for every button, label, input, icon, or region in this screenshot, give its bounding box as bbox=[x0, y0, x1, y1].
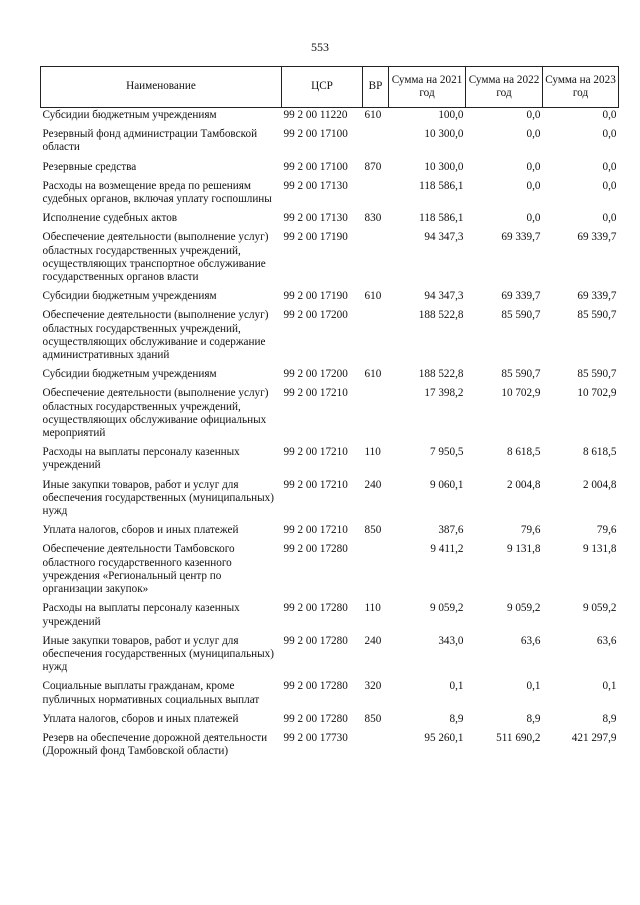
row-vr: 830 bbox=[364, 212, 382, 225]
table-row bbox=[41, 445, 619, 477]
row-csr: 99 2 00 17210 bbox=[283, 524, 348, 537]
row-sum-2022: 2 004,8 bbox=[506, 478, 541, 491]
row-sum-2023: 79,6 bbox=[596, 524, 617, 537]
row-name: Социальные выплаты гражданам, кроме публичных нормативных социальных выплат bbox=[42, 680, 260, 706]
row-sum-2023: 63,6 bbox=[596, 634, 617, 647]
table-row bbox=[41, 367, 619, 386]
row-sum-2022: 0,0 bbox=[526, 179, 541, 192]
row-name: Обеспечение деятельности (выполнение услуг) областных государственных учреждений, осуществляющих обслуживание и содержание административных зданий bbox=[42, 309, 269, 362]
row-sum-2022: 69 339,7 bbox=[501, 290, 541, 303]
table-row bbox=[41, 634, 619, 680]
header-csr: ЦСР bbox=[282, 67, 363, 108]
row-name: Резерв на обеспечение дорожной деятельности (Дорожный фонд Тамбовской области) bbox=[42, 731, 268, 758]
row-sum-2021: 9 059,2 bbox=[429, 602, 464, 615]
table-row bbox=[41, 230, 619, 289]
row-sum-2023: 9 131,8 bbox=[582, 543, 617, 556]
row-vr bbox=[363, 308, 389, 367]
row-sum-2021: 118 586,1 bbox=[419, 179, 464, 192]
row-sum-2021: 0,1 bbox=[449, 680, 464, 693]
row-name: Резервный фонд администрации Тамбовской области bbox=[42, 128, 258, 154]
row-csr: 99 2 00 17200 bbox=[283, 368, 348, 381]
table-row bbox=[41, 160, 619, 179]
table-row bbox=[41, 478, 619, 524]
row-sum-2021: 100,0 bbox=[438, 109, 464, 121]
row-vr bbox=[363, 542, 389, 601]
row-vr: 110 bbox=[364, 446, 381, 459]
row-csr: 99 2 00 17210 bbox=[283, 478, 348, 491]
table-row bbox=[41, 542, 619, 601]
row-sum-2022: 8,9 bbox=[526, 712, 541, 725]
table-row bbox=[41, 386, 619, 445]
row-name: Расходы на возмещение вреда по решениям судебных органов, включая уплату госпошлины bbox=[42, 179, 272, 206]
table-body bbox=[41, 108, 619, 764]
row-name: Уплата налогов, сборов и иных платежей bbox=[42, 524, 239, 537]
row-sum-2021: 188 522,8 bbox=[418, 368, 464, 381]
header-row bbox=[41, 67, 619, 108]
row-vr: 320 bbox=[364, 680, 382, 693]
row-sum-2021: 118 586,1 bbox=[419, 212, 464, 225]
row-name: Расходы на выплаты персоналу казенных учреждений bbox=[42, 446, 240, 472]
table-row bbox=[41, 289, 619, 308]
row-sum-2023: 85 590,7 bbox=[577, 309, 617, 322]
table-row bbox=[41, 523, 619, 542]
row-vr: 110 bbox=[364, 602, 381, 615]
table-row bbox=[41, 179, 619, 211]
row-name: Субсидии бюджетным учреждениям bbox=[42, 290, 217, 303]
row-sum-2023: 0,1 bbox=[602, 680, 617, 693]
row-name: Расходы на выплаты персоналу казенных учреждений bbox=[42, 602, 240, 628]
row-sum-2021: 95 260,1 bbox=[424, 731, 464, 744]
row-sum-2022: 0,1 bbox=[526, 680, 541, 693]
page-number: 553 bbox=[311, 40, 329, 54]
row-csr: 99 2 00 17100 bbox=[283, 160, 348, 173]
row-csr: 99 2 00 17730 bbox=[283, 731, 348, 744]
row-sum-2023: 10 702,9 bbox=[577, 387, 617, 400]
row-sum-2023: 0,0 bbox=[602, 212, 617, 225]
table-row bbox=[41, 308, 619, 367]
row-name: Резервные средства bbox=[42, 160, 137, 173]
table-row bbox=[41, 211, 619, 230]
budget-table bbox=[40, 66, 619, 763]
row-sum-2023: 0,0 bbox=[602, 128, 617, 141]
header-name: Наименование bbox=[41, 67, 282, 108]
table-row bbox=[41, 127, 619, 159]
row-csr: 99 2 00 17130 bbox=[283, 179, 348, 192]
row-csr: 99 2 00 17210 bbox=[283, 446, 348, 459]
row-sum-2022: 8 618,5 bbox=[506, 446, 541, 459]
header-vr: ВР bbox=[363, 67, 389, 108]
row-sum-2021: 10 300,0 bbox=[424, 160, 464, 173]
row-sum-2023: 421 297,9 bbox=[571, 731, 617, 744]
header-sum-2023: Сумма на 2023 год bbox=[543, 67, 619, 108]
row-vr bbox=[363, 230, 389, 289]
row-sum-2022: 0,0 bbox=[526, 160, 541, 173]
row-vr: 870 bbox=[364, 160, 382, 173]
row-sum-2021: 7 950,5 bbox=[429, 446, 464, 459]
row-csr: 99 2 00 17190 bbox=[283, 290, 348, 303]
row-vr bbox=[363, 127, 389, 159]
row-sum-2021: 10 300,0 bbox=[424, 128, 464, 141]
row-name: Иные закупки товаров, работ и услуг для обеспечения государственных (муниципальных) нужд bbox=[42, 634, 274, 674]
row-csr: 99 2 00 17200 bbox=[283, 309, 348, 322]
row-vr: 240 bbox=[364, 478, 382, 491]
row-sum-2022: 79,6 bbox=[520, 524, 541, 537]
row-csr: 99 2 00 17210 bbox=[283, 387, 348, 400]
table-row bbox=[41, 108, 619, 128]
row-name: Субсидии бюджетным учреждениям bbox=[42, 109, 217, 121]
row-name: Исполнение судебных актов bbox=[42, 212, 178, 225]
table-row bbox=[41, 731, 619, 763]
row-name: Субсидии бюджетным учреждениям bbox=[42, 368, 217, 381]
row-csr: 99 2 00 17280 bbox=[283, 712, 348, 725]
table-header bbox=[41, 67, 619, 108]
row-vr: 610 bbox=[364, 109, 382, 121]
row-sum-2022: 0,0 bbox=[526, 109, 541, 121]
row-csr: 99 2 00 17280 bbox=[283, 634, 348, 647]
row-sum-2021: 343,0 bbox=[438, 634, 464, 647]
row-sum-2021: 94 347,3 bbox=[424, 231, 464, 244]
row-csr: 99 2 00 17280 bbox=[283, 602, 348, 615]
row-name: Уплата налогов, сборов и иных платежей bbox=[42, 712, 239, 725]
table-row bbox=[41, 601, 619, 633]
row-sum-2022: 9 131,8 bbox=[506, 543, 541, 556]
row-csr: 99 2 00 11220 bbox=[283, 109, 348, 121]
row-sum-2022: 63,6 bbox=[520, 634, 541, 647]
row-sum-2022: 9 059,2 bbox=[506, 602, 541, 615]
row-sum-2021: 387,6 bbox=[438, 524, 464, 537]
row-sum-2022: 10 702,9 bbox=[501, 387, 541, 400]
row-sum-2022: 69 339,7 bbox=[501, 231, 541, 244]
row-sum-2023: 9 059,2 bbox=[582, 602, 617, 615]
table-row bbox=[41, 679, 619, 711]
row-vr: 850 bbox=[364, 712, 382, 725]
row-vr: 850 bbox=[364, 524, 382, 537]
row-sum-2021: 8,9 bbox=[449, 712, 464, 725]
row-vr: 610 bbox=[364, 290, 382, 303]
row-sum-2023: 0,0 bbox=[602, 179, 617, 192]
row-sum-2022: 0,0 bbox=[526, 128, 541, 141]
row-sum-2023: 8 618,5 bbox=[582, 446, 617, 459]
row-csr: 99 2 00 17100 bbox=[283, 128, 348, 141]
row-vr: 610 bbox=[364, 368, 382, 381]
row-sum-2023: 2 004,8 bbox=[582, 478, 617, 491]
row-sum-2022: 511 690,2 bbox=[496, 731, 541, 744]
row-sum-2021: 94 347,3 bbox=[424, 290, 464, 303]
row-sum-2023: 69 339,7 bbox=[577, 290, 617, 303]
row-vr bbox=[363, 179, 389, 211]
row-sum-2021: 9 060,1 bbox=[429, 478, 464, 491]
row-vr bbox=[363, 731, 389, 763]
row-sum-2021: 9 411,2 bbox=[430, 543, 464, 556]
row-sum-2021: 17 398,2 bbox=[424, 387, 464, 400]
header-sum-2022: Сумма на 2022 год bbox=[466, 67, 543, 108]
row-vr: 240 bbox=[364, 634, 382, 647]
row-sum-2023: 0,0 bbox=[602, 109, 617, 121]
row-sum-2023: 69 339,7 bbox=[577, 231, 617, 244]
row-csr: 99 2 00 17280 bbox=[283, 680, 348, 693]
row-name: Обеспечение деятельности Тамбовского областного государственного казенного учреждения «Региональный центр по организации закупок» bbox=[42, 543, 235, 596]
row-sum-2022: 0,0 bbox=[526, 212, 541, 225]
row-sum-2023: 85 590,7 bbox=[577, 368, 617, 381]
row-sum-2022: 85 590,7 bbox=[501, 309, 541, 322]
row-name: Обеспечение деятельности (выполнение услуг) областных государственных учреждений, осуществляющих транспортное обслуживание государственных органов власти bbox=[42, 231, 269, 284]
row-sum-2021: 188 522,8 bbox=[418, 309, 464, 322]
header-sum-2021: Сумма на 2021 год bbox=[389, 67, 466, 108]
row-name: Иные закупки товаров, работ и услуг для обеспечения государственных (муниципальных) нужд bbox=[42, 478, 274, 518]
row-sum-2022: 85 590,7 bbox=[501, 368, 541, 381]
row-sum-2023: 0,0 bbox=[602, 160, 617, 173]
row-sum-2023: 8,9 bbox=[602, 712, 617, 725]
row-vr bbox=[363, 386, 389, 445]
table-row bbox=[41, 712, 619, 731]
row-name: Обеспечение деятельности (выполнение услуг) областных государственных учреждений, осуществляющих обслуживание официальных мероприятий bbox=[42, 387, 269, 440]
row-csr: 99 2 00 17280 bbox=[283, 543, 348, 556]
row-csr: 99 2 00 17190 bbox=[283, 231, 348, 244]
row-csr: 99 2 00 17130 bbox=[283, 212, 348, 225]
